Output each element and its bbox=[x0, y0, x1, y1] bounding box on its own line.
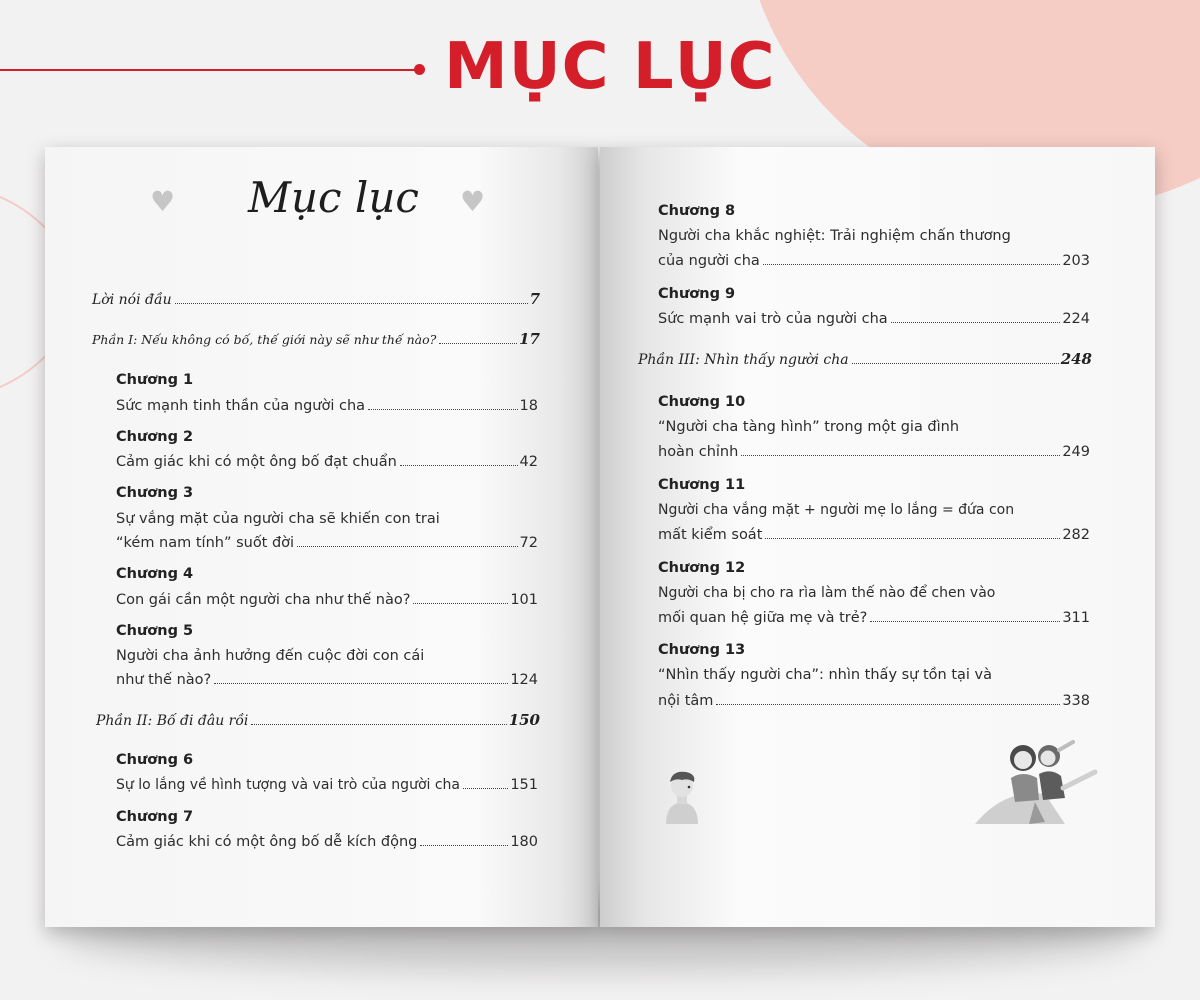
chapter-description: Sức mạnh vai trò của người cha bbox=[658, 311, 888, 327]
chapter-5-entry[interactable] bbox=[116, 669, 538, 691]
chapter-description: của người cha bbox=[658, 253, 760, 269]
chapter-title: Chương 8 bbox=[658, 203, 736, 219]
chapter-12-entry[interactable] bbox=[658, 607, 1090, 629]
chapter-title: Chương 4 bbox=[116, 566, 194, 582]
chapter-title: Chương 7 bbox=[116, 809, 194, 825]
chapter-title: Chương 12 bbox=[658, 560, 746, 576]
dot-leader bbox=[214, 683, 508, 684]
dot-leader bbox=[716, 704, 1060, 705]
part-3-entry[interactable] bbox=[638, 348, 1092, 371]
page-number: 151 bbox=[510, 777, 538, 793]
page-number: 311 bbox=[1062, 610, 1090, 626]
dot-leader bbox=[400, 465, 518, 466]
dot-leader bbox=[413, 603, 508, 604]
chapter-13-entry[interactable] bbox=[658, 690, 1090, 712]
chapter-description: mối quan hệ giữa mẹ và trẻ? bbox=[658, 610, 868, 626]
page-number: 150 bbox=[508, 711, 540, 729]
dot-leader bbox=[439, 343, 517, 344]
chapter-title: Chương 5 bbox=[116, 623, 194, 639]
dot-leader bbox=[891, 322, 1061, 323]
chapter-title: Chương 13 bbox=[658, 642, 746, 658]
preface-label: Lời nói đầu bbox=[92, 292, 172, 308]
page-number: 203 bbox=[1062, 253, 1090, 269]
dot-leader bbox=[420, 845, 508, 846]
dot-leader bbox=[870, 621, 1060, 622]
chapter-title: Chương 1 bbox=[116, 372, 194, 388]
page-number: 224 bbox=[1062, 311, 1090, 327]
chapter-9-entry[interactable] bbox=[658, 308, 1090, 330]
chapter-description: như thế nào? bbox=[116, 672, 212, 688]
header-dot bbox=[414, 64, 425, 75]
dot-leader bbox=[765, 538, 1060, 539]
chapter-10-entry[interactable] bbox=[658, 441, 1090, 463]
part-label: Phần II: Bố đi đâu rồi bbox=[96, 713, 249, 729]
chapter-description: Cảm giác khi có một ông bố dễ kích động bbox=[116, 834, 418, 850]
page-number: 42 bbox=[519, 454, 538, 470]
chapter-description: Con gái cần một người cha như thế nào? bbox=[116, 592, 411, 608]
boy-illustration bbox=[660, 768, 720, 828]
chapter-description: Sức mạnh tinh thần của người cha bbox=[116, 398, 366, 414]
dot-leader bbox=[463, 788, 508, 789]
dot-leader bbox=[741, 455, 1060, 456]
preface-entry[interactable] bbox=[92, 288, 540, 311]
chapter-title: Chương 3 bbox=[116, 485, 194, 501]
chapter-description: Người cha khắc nghiệt: Trải nghiệm chấn thương bbox=[658, 228, 1011, 244]
part-1-entry[interactable] bbox=[92, 328, 540, 351]
chapter-description: mất kiểm soát bbox=[658, 527, 763, 543]
chapter-description: Sự vắng mặt của người cha sẽ khiến con trai bbox=[116, 511, 440, 527]
page-number: 124 bbox=[510, 672, 538, 688]
part-label: Phần III: Nhìn thấy người cha bbox=[638, 352, 849, 368]
chapter-description: Người cha ảnh hưởng đến cuộc đời con cái bbox=[116, 648, 425, 664]
chapter-title: Chương 2 bbox=[116, 429, 194, 445]
chapter-title: Chương 6 bbox=[116, 752, 194, 768]
page-number: 248 bbox=[1060, 350, 1092, 368]
chapter-description: Sự lo lắng về hình tượng và vai trò của người cha bbox=[116, 777, 460, 793]
chapter-3-entry[interactable] bbox=[116, 532, 538, 554]
chapter-description: “Người cha tàng hình” trong một gia đình bbox=[658, 419, 960, 435]
chapter-4-entry[interactable] bbox=[116, 589, 538, 611]
chapter-description: hoàn chỉnh bbox=[658, 444, 739, 460]
page-number: 18 bbox=[519, 398, 538, 414]
page-number: 180 bbox=[510, 834, 538, 850]
page-title: MỤC LỤC bbox=[444, 30, 776, 104]
page-number: 17 bbox=[519, 330, 540, 348]
chapter-description: “Nhìn thấy người cha”: nhìn thấy sự tồn tại và bbox=[658, 667, 993, 683]
chapter-title: Chương 10 bbox=[658, 394, 746, 410]
dot-leader bbox=[763, 264, 1061, 265]
part-2-entry[interactable] bbox=[96, 709, 540, 732]
heart-icon: ♥ bbox=[150, 185, 176, 218]
page-number: 7 bbox=[529, 290, 540, 308]
toc-heading: Mục lục bbox=[248, 173, 419, 222]
heart-icon: ♥ bbox=[460, 185, 486, 218]
chapter-description: “kém nam tính” suốt đời bbox=[116, 535, 295, 551]
page-number: 101 bbox=[510, 592, 538, 608]
dot-leader bbox=[852, 363, 1059, 364]
dot-leader bbox=[368, 409, 518, 410]
header-rule bbox=[0, 69, 418, 71]
chapter-description: Người cha bị cho ra rìa làm thế nào để chen vào bbox=[658, 585, 996, 601]
chapter-7-entry[interactable] bbox=[116, 831, 538, 853]
page-number: 249 bbox=[1062, 444, 1090, 460]
page-number: 72 bbox=[519, 535, 538, 551]
dot-leader bbox=[175, 303, 528, 304]
chapter-2-entry[interactable] bbox=[116, 451, 538, 473]
chapter-title: Chương 11 bbox=[658, 477, 746, 493]
chapter-6-entry[interactable] bbox=[116, 774, 538, 796]
chapter-description: Người cha vắng mặt + người mẹ lo lắng = đứa con bbox=[658, 502, 1015, 518]
chapter-11-entry[interactable] bbox=[658, 524, 1090, 546]
dot-leader bbox=[297, 546, 517, 547]
chapter-title: Chương 9 bbox=[658, 286, 736, 302]
page-number: 338 bbox=[1062, 693, 1090, 709]
girls-illustration bbox=[975, 738, 1105, 828]
chapter-description: Cảm giác khi có một ông bố đạt chuẩn bbox=[116, 454, 397, 470]
chapter-description: nội tâm bbox=[658, 693, 714, 709]
chapter-1-entry[interactable] bbox=[116, 395, 538, 417]
part-label: Phần I: Nếu không có bố, thế giới này sẽ như thế nào? bbox=[92, 332, 437, 347]
chapter-8-entry[interactable] bbox=[658, 250, 1090, 272]
dot-leader bbox=[251, 724, 506, 725]
page-number: 282 bbox=[1062, 527, 1090, 543]
